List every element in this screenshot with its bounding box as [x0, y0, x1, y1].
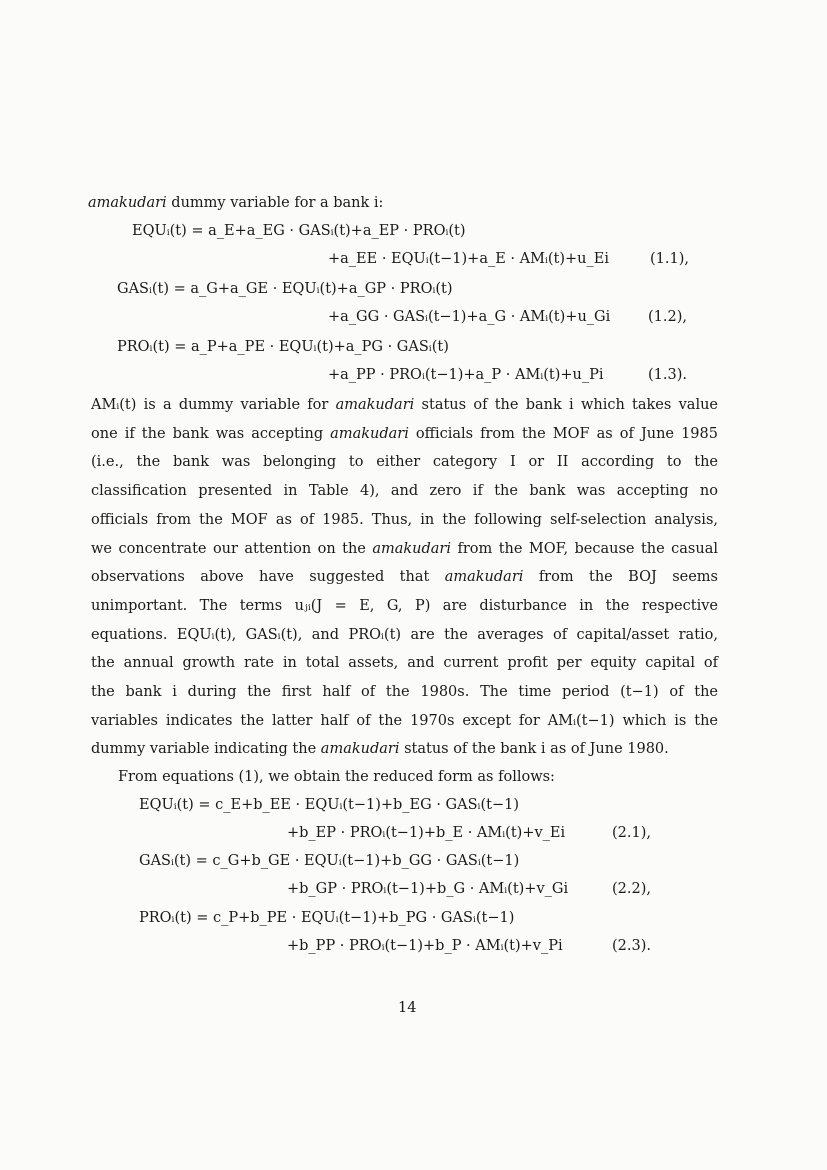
paragraph-line: [91, 424, 718, 444]
paragraph-line: [91, 739, 718, 759]
paragraph-text: status of the bank i as of June 1980.: [399, 741, 669, 758]
paragraph-text: dummy variable indicating the: [91, 741, 321, 758]
paragraph-text: the bank i during the first half of the 1980s. The time period (t−1) of the: [91, 684, 718, 700]
paragraph-text: we concentrate our attention on the: [91, 540, 373, 557]
paragraph-text: from the MOF, because the casual: [451, 540, 718, 557]
italic-term: amakudari: [444, 569, 524, 586]
paragraph-text: one if the bank was accepting: [91, 425, 331, 442]
equation-2-1-cont: +b_EP · PROᵢ(t−1)+b_E · AMᵢ(t)+v_Ei: [287, 825, 566, 841]
equation-1-2-cont: +a_GG · GASᵢ(t−1)+a_G · AMᵢ(t)+u_Gi: [328, 309, 611, 325]
paragraph-line: [91, 539, 718, 559]
paragraph-line: [91, 452, 718, 472]
intro-text: dummy variable for a bank i:: [166, 195, 384, 211]
paragraph-text: from the BOJ seems: [523, 569, 719, 586]
paragraph-text: the annual growth rate in total assets, and current profit per equity capital of: [91, 655, 718, 672]
equation-1-3-lhs: PROᵢ(t) = a_P+a_PE · EQUᵢ(t)+a_PG · GASᵢ(t): [117, 339, 449, 355]
paragraph-text: officials from the MOF as of 1985. Thus, in the following self-selection analysis,: [91, 511, 718, 528]
equation-2-2-cont: +b_GP · PROᵢ(t−1)+b_G · AMᵢ(t)+v_Gi: [287, 881, 569, 897]
paragraph-line: [91, 711, 718, 731]
paragraph-text: observations above have suggested that: [91, 569, 445, 586]
paragraph-text: officials from the MOF as of June 1985: [408, 425, 718, 442]
paragraph-line: [91, 567, 718, 587]
paragraph-text: classification presented in Table 4), and zero if the bank was accepting no: [91, 483, 718, 500]
paragraph-line: [91, 596, 718, 616]
paragraph-line: [91, 481, 718, 501]
equation-2-3-lhs: PROᵢ(t) = c_P+b_PE · EQUᵢ(t−1)+b_PG · GASᵢ(t−1): [139, 910, 515, 926]
paragraph-line: [91, 653, 718, 673]
intro-italic: amakudari: [88, 195, 167, 211]
equation-1-1-number: (1.1),: [650, 251, 689, 267]
equation-2-3-number: (2.3).: [612, 938, 651, 954]
italic-term: amakudari: [320, 741, 400, 758]
paragraph-line: [91, 395, 718, 415]
paragraph-text: equations. EQUᵢ(t), GASᵢ(t), and PROᵢ(t) are the averages of capital/asset ratio,: [91, 626, 718, 643]
equation-1-2-lhs: GASᵢ(t) = a_G+a_GE · EQUᵢ(t)+a_GP · PROᵢ(t): [117, 281, 453, 297]
paragraph-text: AMᵢ(t) is a dummy variable for: [91, 397, 336, 413]
equation-1-1-lhs: EQUᵢ(t) = a_E+a_EG · GASᵢ(t)+a_EP · PROᵢ(t): [132, 223, 466, 239]
equation-2-1-lhs: EQUᵢ(t) = c_E+b_EE · EQUᵢ(t−1)+b_EG · GASᵢ(t−1): [139, 797, 519, 813]
italic-term: amakudari: [335, 397, 415, 413]
paragraph-text: unimportant. The terms uⱼᵢ(J = E, G, P) are disturbance in the respective: [91, 597, 718, 614]
paragraph-text: status of the bank i which takes value: [414, 397, 718, 413]
intro-line: [88, 193, 383, 213]
page-number: 14: [398, 1000, 417, 1016]
paragraph-text: (i.e., the bank was belonging to either category I or II according to the: [91, 454, 718, 471]
reduced-form-intro: From equations (1), we obtain the reduced form as follows:: [118, 769, 555, 785]
paragraph-text: variables indicates the latter half of the 1970s except for AMᵢ(t−1) which is the: [91, 712, 718, 729]
equation-1-1-cont: +a_EE · EQUᵢ(t−1)+a_E · AMᵢ(t)+u_Ei: [328, 251, 609, 267]
italic-term: amakudari: [330, 425, 409, 442]
paragraph-line: [91, 625, 718, 645]
paragraph-line: [91, 510, 718, 530]
equation-1-2-number: (1.2),: [648, 309, 687, 325]
italic-term: amakudari: [372, 540, 452, 557]
equation-1-3-number: (1.3).: [648, 367, 687, 383]
equation-1-3-cont: +a_PP · PROᵢ(t−1)+a_P · AMᵢ(t)+u_Pi: [328, 367, 604, 383]
equation-2-2-number: (2.2),: [612, 881, 651, 897]
paragraph-line: [91, 682, 718, 702]
equation-2-1-number: (2.1),: [612, 825, 651, 841]
equation-2-2-lhs: GASᵢ(t) = c_G+b_GE · EQUᵢ(t−1)+b_GG · GASᵢ(t−1): [139, 853, 520, 869]
equation-2-3-cont: +b_PP · PROᵢ(t−1)+b_P · AMᵢ(t)+v_Pi: [287, 938, 563, 954]
